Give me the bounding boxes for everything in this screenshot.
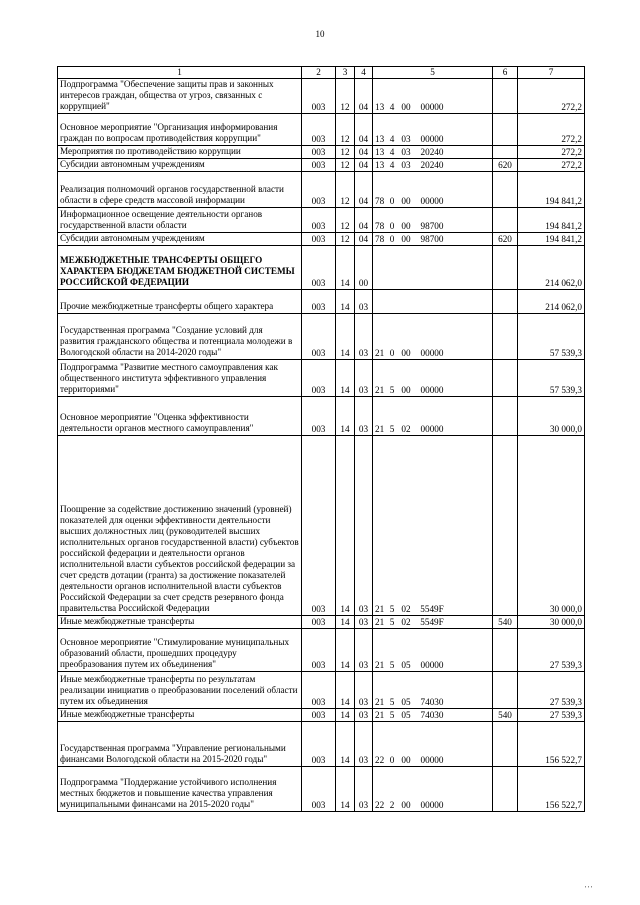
table-row — [58, 290, 585, 314]
target-article-part: 13 — [375, 147, 385, 157]
row-name-cell: Информационное освещение деятельности органов государственной власти области — [58, 208, 302, 233]
row-section-cell: 14 — [336, 436, 355, 616]
row-expense-type-cell — [493, 146, 518, 159]
row-amount-cell: 156 522,7 — [518, 767, 585, 812]
row-target-article-cell — [373, 709, 493, 722]
target-article-part: 4 — [389, 102, 395, 112]
table-row — [58, 709, 585, 722]
row-amount-cell: 194 841,2 — [518, 208, 585, 233]
header-col-4: 4 — [355, 67, 373, 79]
row-section-cell: 14 — [336, 629, 355, 672]
target-article-part: 5 — [389, 604, 395, 614]
row-amount-cell: 272,2 — [518, 159, 585, 172]
footer-mark: ' ' ' — [584, 885, 592, 893]
row-expense-type-cell — [493, 246, 518, 290]
target-article-part: 20240 — [420, 160, 444, 170]
target-article-part: 4 — [389, 160, 395, 170]
row-target-article-cell — [373, 114, 493, 146]
row-code-cell: 003 — [302, 767, 336, 812]
target-article-part: 4 — [389, 134, 395, 144]
row-expense-type-cell — [493, 314, 518, 360]
target-article-part: 00000 — [420, 196, 444, 206]
table-row — [58, 360, 585, 397]
table-row — [58, 722, 585, 767]
row-amount-cell: 156 522,7 — [518, 722, 585, 767]
target-article-part: 00 — [401, 221, 411, 231]
target-article-part: 98700 — [420, 221, 444, 231]
row-section-cell: 12 — [336, 208, 355, 233]
row-subsection-cell: 00 — [355, 246, 373, 290]
row-subsection-cell: 03 — [355, 672, 373, 709]
row-name-cell: Мероприятия по противодействию коррупции — [58, 146, 302, 159]
row-expense-type-cell — [493, 397, 518, 436]
table-row — [58, 79, 585, 114]
row-subsection-cell: 03 — [355, 767, 373, 812]
target-article-part: 5549F — [420, 604, 444, 614]
target-article-part: 05 — [401, 710, 411, 720]
table-row — [58, 397, 585, 436]
target-article-part: 00000 — [420, 755, 444, 765]
target-article-part: 00000 — [420, 660, 444, 670]
row-code-cell: 003 — [302, 146, 336, 159]
target-article-part: 02 — [401, 604, 411, 614]
row-amount-cell: 272,2 — [518, 114, 585, 146]
target-article-part: 78 — [375, 234, 385, 244]
target-article-part: 5 — [389, 660, 395, 670]
row-section-cell: 12 — [336, 159, 355, 172]
row-name-cell: Иные межбюджетные трансферты — [58, 709, 302, 722]
table-row — [58, 114, 585, 146]
budget-table — [57, 66, 585, 812]
row-code-cell: 003 — [302, 436, 336, 616]
target-article-part: 00 — [401, 755, 411, 765]
target-article-part: 22 — [375, 755, 385, 765]
row-section-cell: 14 — [336, 709, 355, 722]
row-subsection-cell: 04 — [355, 233, 373, 246]
row-amount-cell: 57 539,3 — [518, 314, 585, 360]
table-header-row — [58, 67, 585, 79]
target-article-part: 00000 — [420, 385, 444, 395]
row-expense-type-cell — [493, 767, 518, 812]
row-target-article-cell — [373, 233, 493, 246]
row-target-article-cell — [373, 208, 493, 233]
table-row — [58, 246, 585, 290]
row-target-article-cell — [373, 672, 493, 709]
target-article-part: 4 — [389, 147, 395, 157]
row-subsection-cell: 03 — [355, 709, 373, 722]
header-col-6: 6 — [493, 67, 518, 79]
target-article-part: 21 — [375, 617, 385, 627]
target-article-part: 74030 — [420, 710, 444, 720]
target-article-part: 21 — [375, 424, 385, 434]
row-subsection-cell: 03 — [355, 397, 373, 436]
row-amount-cell: 57 539,3 — [518, 360, 585, 397]
row-subsection-cell: 04 — [355, 172, 373, 208]
row-expense-type-cell — [493, 172, 518, 208]
row-name-cell: Прочие межбюджетные трансферты общего характера — [58, 290, 302, 314]
target-article-part: 78 — [375, 221, 385, 231]
row-expense-type-cell — [493, 208, 518, 233]
table-row — [58, 436, 585, 616]
row-section-cell: 12 — [336, 172, 355, 208]
target-article-part: 00000 — [420, 424, 444, 434]
row-name-cell: Подпрограмма "Развитие местного самоуправления как общественного института эффективного управления территориями" — [58, 360, 302, 397]
row-expense-type-cell — [493, 672, 518, 709]
row-name-cell: Субсидии автономным учреждениям — [58, 233, 302, 246]
table-row — [58, 767, 585, 812]
row-name-cell: Основное мероприятие "Стимулирование муниципальных образований области, прошедших процедуру преобразования путем их объединения" — [58, 629, 302, 672]
row-target-article-cell — [373, 246, 493, 290]
row-section-cell: 14 — [336, 246, 355, 290]
row-target-article-cell — [373, 616, 493, 629]
target-article-part: 13 — [375, 102, 385, 112]
row-amount-cell: 214 062,0 — [518, 246, 585, 290]
row-code-cell: 003 — [302, 616, 336, 629]
row-code-cell: 003 — [302, 672, 336, 709]
row-expense-type-cell — [493, 290, 518, 314]
target-article-part: 22 — [375, 800, 385, 810]
row-section-cell: 14 — [336, 314, 355, 360]
table-body — [58, 79, 585, 812]
target-article-part: 00 — [401, 385, 411, 395]
row-section-cell: 14 — [336, 767, 355, 812]
target-article-part: 00000 — [420, 800, 444, 810]
row-code-cell: 003 — [302, 290, 336, 314]
row-expense-type-cell — [493, 722, 518, 767]
row-name-cell: Поощрение за содействие достижению значений (уровней) показателей для оценки эффективности деятельности высших должностных лиц (руководителей высших исполнительных органов государственной власти) субъектов российской федерации и деятельности органов исполнительной власти субъектов российской федерации за счет средств дотации (гранта) за достижение показателей деятельности органов исполнительной власти субъектов Российской Федерации за счет средств резервного фонда правительства Российской Федерации — [58, 436, 302, 616]
target-article-part: 74030 — [420, 697, 444, 707]
row-code-cell: 003 — [302, 208, 336, 233]
row-subsection-cell: 03 — [355, 629, 373, 672]
target-article-part: 13 — [375, 160, 385, 170]
row-name-cell: МЕЖБЮДЖЕТНЫЕ ТРАНСФЕРТЫ ОБЩЕГО ХАРАКТЕРА БЮДЖЕТАМ БЮДЖЕТНОЙ СИСТЕМЫ РОССИЙСКОЙ ФЕДЕРАЦИИ — [58, 246, 302, 290]
table-row — [58, 233, 585, 246]
row-subsection-cell: 03 — [355, 290, 373, 314]
row-amount-cell: 30 000,0 — [518, 436, 585, 616]
target-article-part: 02 — [401, 617, 411, 627]
row-expense-type-cell: 620 — [493, 159, 518, 172]
target-article-part: 00000 — [420, 102, 444, 112]
row-target-article-cell — [373, 767, 493, 812]
header-col-2: 2 — [302, 67, 336, 79]
target-article-part: 21 — [375, 660, 385, 670]
row-section-cell: 12 — [336, 146, 355, 159]
table-row — [58, 629, 585, 672]
target-article-part: 00000 — [420, 348, 444, 358]
row-target-article-cell — [373, 146, 493, 159]
target-article-part: 5 — [389, 424, 395, 434]
row-name-cell: Основное мероприятие "Организация информирования граждан по вопросам противодействия коррупции" — [58, 114, 302, 146]
target-article-part: 00 — [401, 800, 411, 810]
target-article-part: 21 — [375, 348, 385, 358]
row-name-cell: Реализация полномочий органов государственной власти области в сфере средств массовой информации — [58, 172, 302, 208]
row-target-article-cell — [373, 629, 493, 672]
target-article-part: 21 — [375, 385, 385, 395]
row-target-article-cell — [373, 79, 493, 114]
header-col-3: 3 — [336, 67, 355, 79]
row-name-cell: Иные межбюджетные трансферты по результатам реализации инициатив о преобразовании поселений области путем их объединения — [58, 672, 302, 709]
target-article-part: 2 — [389, 800, 395, 810]
table-row — [58, 672, 585, 709]
row-target-article-cell — [373, 360, 493, 397]
row-expense-type-cell: 540 — [493, 709, 518, 722]
row-target-article-cell — [373, 159, 493, 172]
row-section-cell: 12 — [336, 233, 355, 246]
target-article-part: 0 — [389, 755, 395, 765]
target-article-part: 78 — [375, 196, 385, 206]
row-subsection-cell: 03 — [355, 722, 373, 767]
row-expense-type-cell — [493, 629, 518, 672]
row-subsection-cell: 04 — [355, 159, 373, 172]
target-article-part: 03 — [401, 134, 411, 144]
row-section-cell: 14 — [336, 397, 355, 436]
target-article-part: 0 — [389, 221, 395, 231]
row-code-cell: 003 — [302, 360, 336, 397]
row-name-cell: Иные межбюджетные трансферты — [58, 616, 302, 629]
target-article-part: 98700 — [420, 234, 444, 244]
row-amount-cell: 30 000,0 — [518, 616, 585, 629]
header-col-5: 5 — [373, 67, 493, 79]
row-target-article-cell — [373, 722, 493, 767]
row-section-cell: 14 — [336, 672, 355, 709]
table-row — [58, 208, 585, 233]
row-code-cell: 003 — [302, 397, 336, 436]
target-article-part: 5549F — [420, 617, 444, 627]
target-article-part: 00 — [401, 102, 411, 112]
row-subsection-cell: 04 — [355, 79, 373, 114]
row-name-cell: Государственная программа "Создание условий для развития гражданского общества и потенциала молодежи в Вологодской области на 2014-2020 годы" — [58, 314, 302, 360]
row-code-cell: 003 — [302, 114, 336, 146]
target-article-part: 13 — [375, 134, 385, 144]
target-article-part: 00 — [401, 196, 411, 206]
target-article-part: 5 — [389, 385, 395, 395]
row-subsection-cell: 04 — [355, 114, 373, 146]
table-row — [58, 172, 585, 208]
row-section-cell: 12 — [336, 79, 355, 114]
row-code-cell: 003 — [302, 314, 336, 360]
target-article-part: 0 — [389, 234, 395, 244]
row-expense-type-cell — [493, 360, 518, 397]
row-section-cell: 14 — [336, 616, 355, 629]
row-subsection-cell: 03 — [355, 616, 373, 629]
row-subsection-cell: 03 — [355, 360, 373, 397]
table-row — [58, 159, 585, 172]
target-article-part: 03 — [401, 147, 411, 157]
row-amount-cell: 194 841,2 — [518, 233, 585, 246]
row-code-cell: 003 — [302, 246, 336, 290]
row-target-article-cell — [373, 397, 493, 436]
row-code-cell: 003 — [302, 159, 336, 172]
target-article-part: 0 — [389, 196, 395, 206]
header-col-7: 7 — [518, 67, 585, 79]
row-subsection-cell: 03 — [355, 314, 373, 360]
target-article-part: 21 — [375, 697, 385, 707]
row-code-cell: 003 — [302, 233, 336, 246]
row-name-cell: Подпрограмма "Поддержание устойчивого исполнения местных бюджетов и повышение качества управления муниципальными финансами на 2015-2020 годы" — [58, 767, 302, 812]
row-code-cell: 003 — [302, 629, 336, 672]
row-expense-type-cell — [493, 436, 518, 616]
table-row — [58, 616, 585, 629]
target-article-part: 03 — [401, 160, 411, 170]
target-article-part: 00 — [401, 234, 411, 244]
page-number: 10 — [315, 29, 325, 39]
row-expense-type-cell — [493, 79, 518, 114]
table-row — [58, 314, 585, 360]
target-article-part: 21 — [375, 604, 385, 614]
row-name-cell: Государственная программа "Управление региональными финансами Вологодской области на 2015-2020 годы" — [58, 722, 302, 767]
target-article-part: 00 — [401, 348, 411, 358]
target-article-part: 0 — [389, 348, 395, 358]
target-article-part: 21 — [375, 710, 385, 720]
row-target-article-cell — [373, 314, 493, 360]
row-name-cell: Основное мероприятие "Оценка эффективности деятельности органов местного самоуправления" — [58, 397, 302, 436]
target-article-part: 02 — [401, 424, 411, 434]
row-code-cell: 003 — [302, 709, 336, 722]
target-article-part: 5 — [389, 697, 395, 707]
target-article-part: 05 — [401, 697, 411, 707]
row-target-article-cell — [373, 172, 493, 208]
row-code-cell: 003 — [302, 722, 336, 767]
target-article-part: 20240 — [420, 147, 444, 157]
row-expense-type-cell — [493, 114, 518, 146]
target-article-part: 05 — [401, 660, 411, 670]
row-expense-type-cell: 620 — [493, 233, 518, 246]
row-code-cell: 003 — [302, 79, 336, 114]
header-col-1: 1 — [58, 67, 302, 79]
row-amount-cell: 214 062,0 — [518, 290, 585, 314]
target-article-part: 00000 — [420, 134, 444, 144]
row-name-cell: Подпрограмма "Обеспечение защиты прав и законных интересов граждан, общества от угроз, связанных с коррупцией" — [58, 79, 302, 114]
row-target-article-cell — [373, 290, 493, 314]
row-subsection-cell: 03 — [355, 436, 373, 616]
row-code-cell: 003 — [302, 172, 336, 208]
row-amount-cell: 27 539,3 — [518, 629, 585, 672]
row-subsection-cell: 04 — [355, 146, 373, 159]
row-amount-cell: 194 841,2 — [518, 172, 585, 208]
row-section-cell: 12 — [336, 114, 355, 146]
row-amount-cell: 27 539,3 — [518, 709, 585, 722]
row-amount-cell: 272,2 — [518, 146, 585, 159]
target-article-part: 5 — [389, 710, 395, 720]
row-section-cell: 14 — [336, 360, 355, 397]
row-amount-cell: 27 539,3 — [518, 672, 585, 709]
row-subsection-cell: 04 — [355, 208, 373, 233]
row-target-article-cell — [373, 436, 493, 616]
target-article-part: 5 — [389, 617, 395, 627]
row-section-cell: 14 — [336, 290, 355, 314]
row-name-cell: Субсидии автономным учреждениям — [58, 159, 302, 172]
row-section-cell: 14 — [336, 722, 355, 767]
row-expense-type-cell: 540 — [493, 616, 518, 629]
row-amount-cell: 272,2 — [518, 79, 585, 114]
row-amount-cell: 30 000,0 — [518, 397, 585, 436]
table-row — [58, 146, 585, 159]
